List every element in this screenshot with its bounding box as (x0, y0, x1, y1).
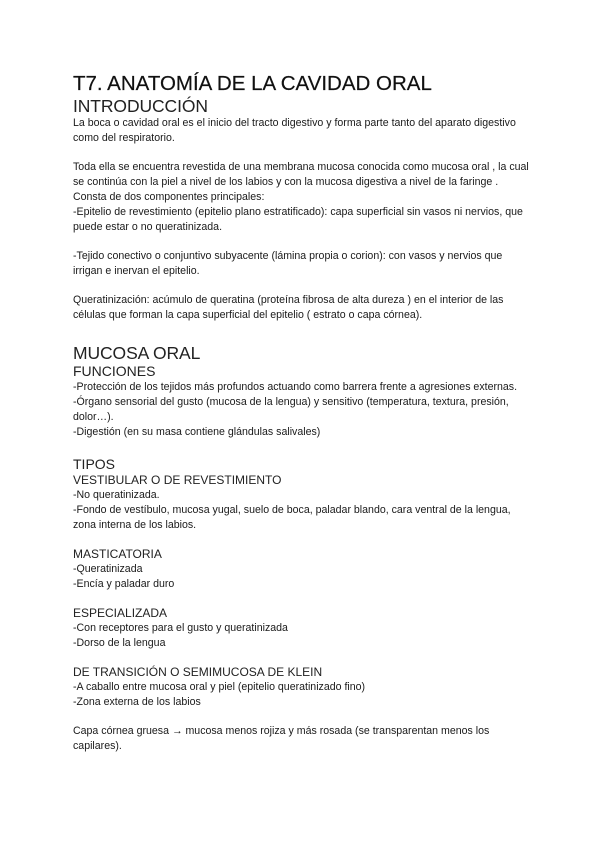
especializada-item: -Con receptores para el gusto y queratinizada (73, 622, 288, 634)
heading-introduccion: INTRODUCCIÓN (73, 96, 208, 116)
heading-masticatoria: MASTICATORIA (73, 547, 162, 561)
vestibular-item: -No queratinizada. (73, 489, 160, 501)
document-page (73, 72, 533, 754)
document-title: T7. ANATOMÍA DE LA CAVIDAD ORAL (73, 72, 432, 95)
intro-epitelio-line: -Epitelio de revestimiento (epitelio plano estratificado): capa superficial sin vasos ni nervios, que puede estar o no queratinizada. (73, 206, 523, 233)
heading-mucosa-oral: MUCOSA ORAL (73, 343, 201, 363)
transicion-item: -Zona externa de los labios (73, 696, 201, 708)
funcion-item: -Órgano sensorial del gusto (mucosa de la lengua) y sensitivo (temperatura, textura, presión, dolor…). (73, 396, 509, 423)
intro-queratinizacion: Queratinización: acúmulo de queratina (proteína fibrosa de alta dureza ) en el interior de las células que forman la capa superficial del epitelio ( estrato o capa córnea). (73, 294, 504, 321)
especializada-item: -Dorso de la lengua (73, 637, 166, 649)
heading-especializada: ESPECIALIZADA (73, 606, 168, 620)
intro-paragraph-2: Toda ella se encuentra revestida de una membrana mucosa conocida como mucosa oral , la cual se continúa con la piel a nivel de los labios y con la mucosa digestiva a nivel de la faringe . Consta de dos componentes principales: (73, 161, 529, 203)
funcion-item: -Protección de los tejidos más profundos actuando como barrera frente a agresiones externas. (73, 381, 518, 393)
vestibular-item: -Fondo de vestíbulo, mucosa yugal, suelo de boca, paladar blando, cara ventral de la lengua, zona interna de los labios. (73, 504, 511, 531)
heading-vestibular: VESTIBULAR O DE REVESTIMIENTO (73, 473, 282, 487)
capa-cornea-note: Capa córnea gruesa → mucosa menos rojiza y más rosada (se transparentan menos los capilares). (73, 725, 490, 752)
heading-tipos: TIPOS (73, 456, 116, 472)
intro-tejido-line: -Tejido conectivo o conjuntivo subyacente (lámina propia o corion): con vasos y nervios que irrigan e inervan el epitelio. (73, 250, 503, 277)
masticatoria-item: -Encía y paladar duro (73, 578, 175, 590)
transicion-item: -A caballo entre mucosa oral y piel (epitelio queratinizado fino) (73, 681, 366, 693)
masticatoria-item: -Queratinizada (73, 563, 143, 575)
intro-paragraph-1: La boca o cavidad oral es el inicio del tracto digestivo y forma parte tanto del aparato digestivo como del respiratorio. (73, 117, 516, 144)
heading-transicion: DE TRANSICIÓN O SEMIMUCOSA DE KLEIN (73, 665, 323, 679)
funcion-item: -Digestión (en su masa contiene glándulas salivales) (73, 426, 321, 438)
heading-funciones: FUNCIONES (73, 363, 156, 379)
